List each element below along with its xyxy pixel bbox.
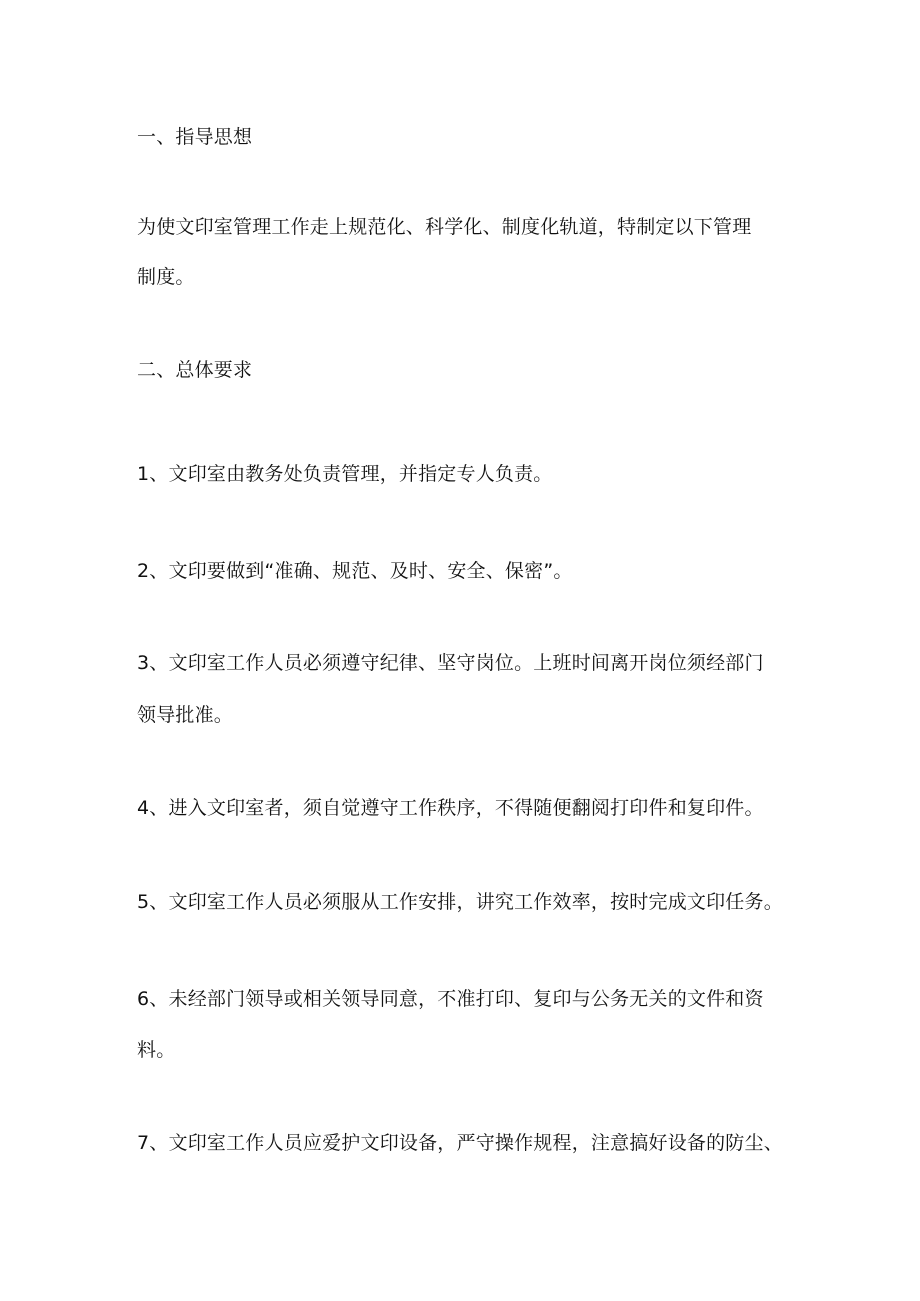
section-heading-general-requirements: 二、总体要求 [137,359,253,381]
list-item-2: 2、文印要做到“准确、规范、及时、安全、保密”。 [137,560,573,582]
list-item-3-continued: 领导批准。 [137,704,234,726]
paragraph-line: 制度。 [137,266,195,288]
list-item-6-continued: 料。 [137,1039,176,1061]
list-item-6: 6、未经部门领导或相关领导同意，不准打印、复印与公务无关的文件和资 [137,988,764,1010]
list-item-4: 4、进入文印室者，须自觉遵守工作秩序，不得随便翻阅打印件和复印件。 [137,797,764,819]
list-item-1: 1、文印室由教务处负责管理，并指定专人负责。 [137,463,553,485]
paragraph-line: 为使文印室管理工作走上规范化、科学化、制度化轨道，特制定以下管理 [137,216,752,238]
section-heading-guiding-ideology: 一、指导思想 [137,126,253,148]
list-item-3: 3、文印室工作人员必须遵守纪律、坚守岗位。上班时间离开岗位须经部门 [137,652,764,674]
list-item-7: 7、文印室工作人员应爱护文印设备，严守操作规程，注意搞好设备的防尘、 [137,1132,783,1154]
list-item-5: 5、文印室工作人员必须服从工作安排，讲究工作效率，按时完成文印任务。 [137,891,783,913]
